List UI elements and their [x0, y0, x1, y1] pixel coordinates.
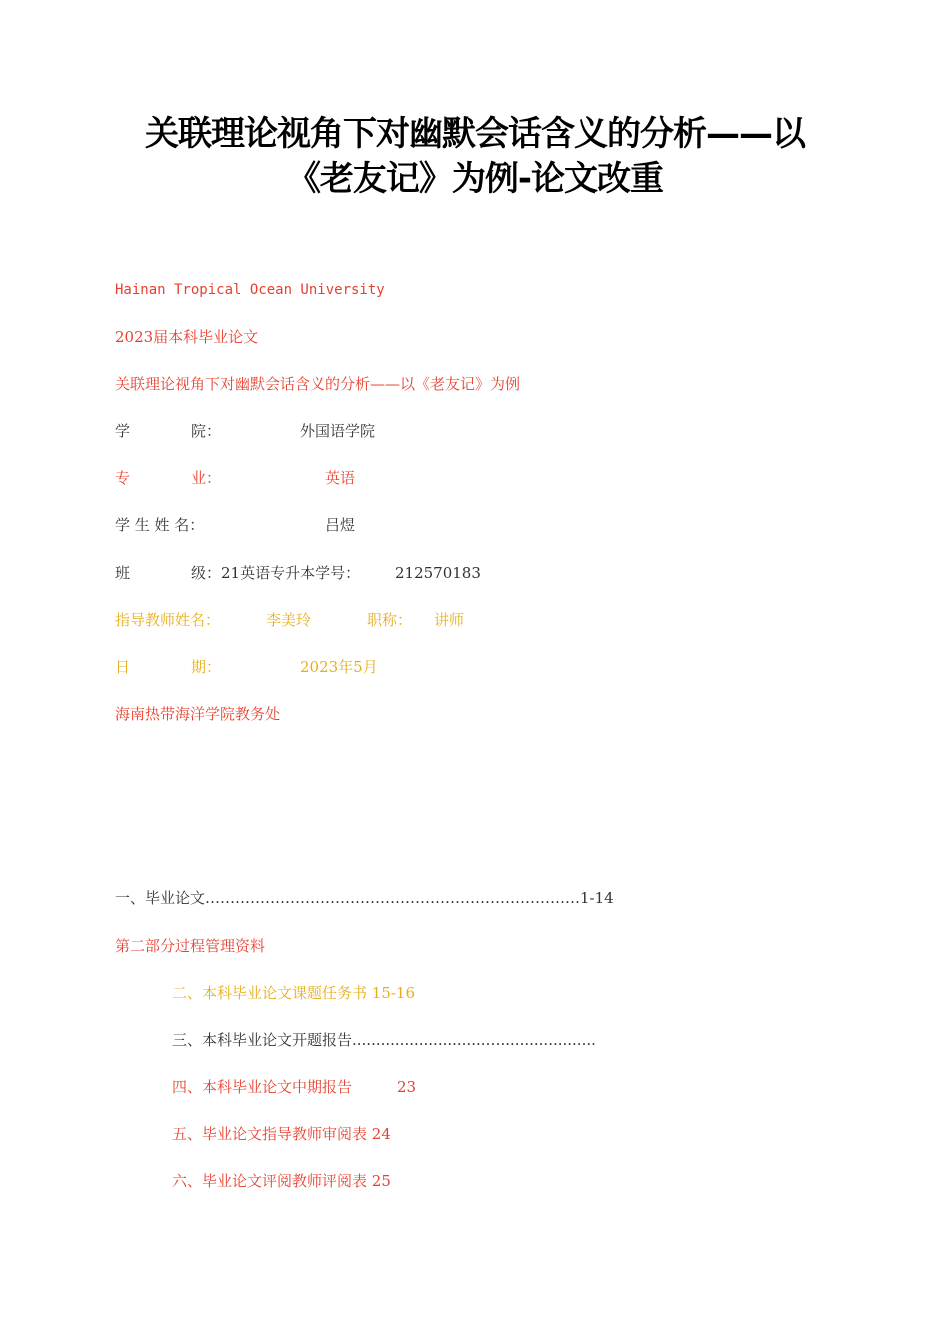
student-value: 吕煜: [325, 516, 356, 534]
advisor-title-label: 职称：: [367, 611, 413, 629]
major-row: [115, 468, 356, 488]
advisor-value: 李美玲: [266, 611, 312, 629]
major-label-a: 专: [115, 469, 131, 487]
thesis-year: 2023届本科毕业论文: [115, 328, 259, 346]
class-label-b: 级：21英语专升本学号：: [191, 564, 361, 582]
date-value: 2023年5月: [300, 658, 378, 676]
date-label-a: 日: [115, 658, 131, 676]
college-label-b: 院：: [191, 422, 222, 440]
major-label-b: 业：: [191, 469, 222, 487]
toc-item-3: 三、本科毕业论文开题报告............................…....................: [172, 1031, 596, 1049]
class-value: 212570183: [395, 564, 481, 582]
document-title: [60, 112, 890, 202]
advisor-row: [115, 610, 465, 630]
class-label-a: 班: [115, 564, 131, 582]
academic-office: 海南热带海洋学院教务处: [115, 705, 281, 723]
toc-item-2: 二、本科毕业论文课题任务书 15-16: [172, 984, 416, 1002]
title-line-1: 关联理论视角下对幽默会话含义的分析——以: [145, 114, 805, 154]
toc-part-2-heading: 第二部分过程管理资料: [115, 937, 266, 955]
toc-item-4-page: 23: [397, 1078, 417, 1096]
advisor-label: 指导教师姓名：: [115, 611, 221, 629]
advisor-title-value: 讲师: [434, 611, 465, 629]
thesis-title: 关联理论视角下对幽默会话含义的分析——以《老友记》为例: [115, 375, 521, 393]
student-label: 学 生 姓 名：: [115, 516, 205, 534]
class-row: [115, 563, 481, 583]
college-row: [115, 421, 376, 441]
toc-item-4-label: 四、本科毕业论文中期报告: [172, 1078, 353, 1096]
student-row: [115, 515, 356, 535]
toc-item-4: [172, 1077, 417, 1097]
toc-item-1: 一、毕业论文…………………………………………………………………1-14: [115, 889, 614, 907]
toc-item-5: 五、毕业论文指导教师审阅表 24: [172, 1125, 391, 1143]
major-value: 英语: [325, 469, 356, 487]
college-label-a: 学: [115, 422, 131, 440]
date-row: [115, 657, 378, 677]
title-line-2: 《老友记》为例-论文改重: [286, 159, 664, 199]
college-value: 外国语学院: [300, 422, 376, 440]
toc-item-6: 六、毕业论文评阅教师评阅表 25: [172, 1172, 391, 1190]
university-name-en: Hainan Tropical Ocean University: [115, 282, 385, 298]
date-label-b: 期：: [191, 658, 222, 676]
